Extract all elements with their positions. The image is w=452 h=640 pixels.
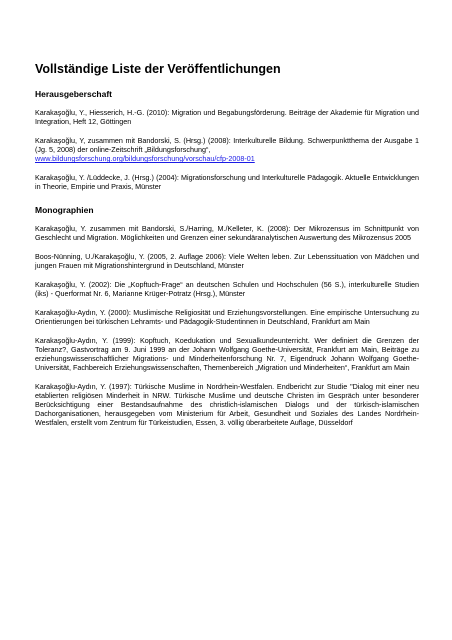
- publication-entry: Karakaşoğlu, Y. (2002): Die „Kopftuch-Frage“ an deutschen Schulen und Hochschulen (56 S.), interkulturelle Studien (iks) - Querformat Nr. 6, Marianne Krüger-Potratz (Hrsg.), Münster: [35, 280, 419, 298]
- publication-entry: Karakaşoğlu, Y, zusammen mit Bandorski, S. (Hrsg.) (2008): Interkulturelle Bildung. Schwerpunktthema der Ausgabe 1 (Jg. 5, 2008) der online-Zeitschrift „Bildungsforschung“,: [35, 136, 419, 154]
- document-content: [35, 62, 419, 437]
- publication-entry: Karakaşoğlu, Y., Hiesserich, H.-G. (2010): Migration und Begabungsförderung. Beiträge der Akademie für Migration und Integration, Heft 12, Göttingen: [35, 108, 419, 126]
- page-title: Vollständige Liste der Veröffentlichungen: [35, 62, 281, 76]
- publication-entry: Karakaşoğlu, Y. zusammen mit Bandorski, S./Harring, M./Kelleter, K. (2008): Der Mikrozensus im Schnittpunkt von Geschlecht und Migration. Möglichkeiten und Grenzen einer sekundäranalytischen Auswertung des Mikrozensus 2005: [35, 224, 419, 242]
- publication-entry: Karakaşoğlu-Aydın, Y. (2000): Muslimische Religiosität und Erziehungsvorstellungen. Eine empirische Untersuchung zu Orientierungen bei türkischen Lehramts- und Pädagogik-Studentinnen in Deutschland, Frankfurt am Main: [35, 308, 419, 326]
- section-heading-monographien: Monographien: [35, 205, 94, 215]
- publication-entry: Karakaşoğlu, Y. /Lüddecke, J. (Hrsg.) (2004): Migrationsforschung und Interkulturelle Pädagogik. Aktuelle Entwicklungen in Theorie, Empirie und Praxis, Münster: [35, 173, 419, 191]
- publication-link[interactable]: www.bildungsforschung.org/bildungsforschung/vorschau/cfp-2008-01: [35, 154, 255, 163]
- publication-entry: Karakaşoğlu-Aydın, Y. (1997): Türkische Muslime in Nordrhein-Westfalen. Endbericht zur Studie "Dialog mit einer neu etablierten religiösen Minderheit in NRW. Türkische Muslime und deutsche Christen im Gespräch unter besonderer Berücksichtigung einer Bestandsaufnahme des christlich-islamischen Dialogs und der türkisch-islamischen Dachorganisationen, herausgegeben vom Ministerium für Arbeit, Gesundheit und Soziales des Landes Nordrhein-Westfalen, erstellt vom Zentrum für Türkeistudien, Essen, 3. völlig überarbeitete Auflage, Düsseldorf: [35, 382, 419, 427]
- section-heading-herausgeberschaft: Herausgeberschaft: [35, 89, 113, 99]
- publication-entry: Boos-Nünning, U./Karakaşoğlu, Y. (2005, 2. Auflage 2006): Viele Welten leben. Zur Lebenssituation von Mädchen und jungen Frauen mit Migrationshintergrund in Deutschland, Münster: [35, 252, 419, 270]
- publication-entry: Karakaşoğlu-Aydın, Y. (1999): Kopftuch, Koedukation und Sexualkundeunterricht. Wer definiert die Grenzen der Toleranz?, Gastvortrag am 9. Juni 1999 an der Johann Wolfgang Goethe-Universität, Frankfurt am Main, Beiträge zu erziehungswissenschaftlicher Migrations- und Minderheitenforschung Nr. 7, Eigendruck Johann Wolfgang Goethe-Universität, Fachbereich Erziehungswissenschaften, Themenbereich „Migration und Minderheiten“, Frankfurt am Main: [35, 336, 419, 372]
- publication-link-line: [35, 154, 419, 163]
